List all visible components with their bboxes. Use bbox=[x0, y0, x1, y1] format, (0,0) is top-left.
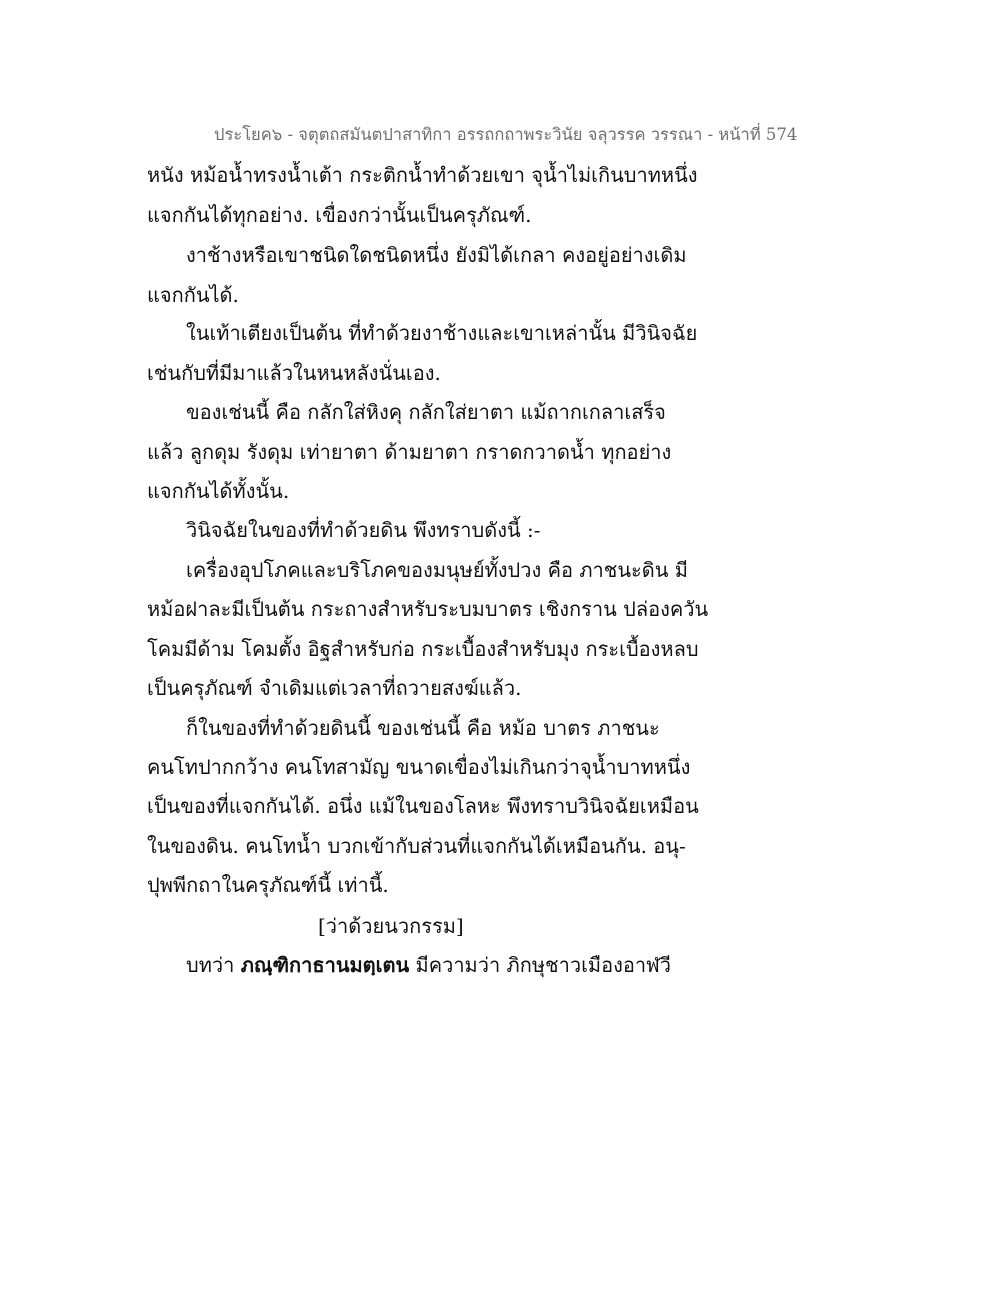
text-line: เป็นครุภัณฑ์ จำเดิมแต่เวลาที่ถวายสงฆ์แล้ว. bbox=[147, 676, 522, 700]
paragraph-start-line: ของเช่นนี้ คือ กลักใส่หิงคุ กลักใส่ยาตา แม้ถากเกลาเสร็จ bbox=[186, 400, 666, 424]
paragraph-start-line: ก็ในของที่ทำด้วยดินนี้ ของเช่นนี้ คือ หม้อ บาตร ภาชนะ bbox=[186, 716, 660, 740]
paragraph-start-line: วินิจฉัยในของที่ทำด้วยดิน พึงทราบดังนี้ :- bbox=[186, 518, 541, 542]
text-line: แจกกันได้. bbox=[147, 283, 239, 307]
paragraph-start-line: ในเท้าเตียงเป็นต้น ที่ทำด้วยงาช้างและเขาเหล่านั้น มีวินิจฉัย bbox=[186, 321, 698, 345]
text-line: แจกกันได้ทุกอย่าง. เขื่องกว่านั้นเป็นครุภัณฑ์. bbox=[147, 203, 532, 227]
text-line: แล้ว ลูกดุม รังดุม เท่ายาตา ด้ามยาตา กราดกวาดน้ำ ทุกอย่าง bbox=[147, 440, 672, 464]
last-line-suffix: มีความว่า ภิกษุชาวเมืองอาฬวี bbox=[409, 953, 672, 977]
text-line: แจกกันได้ทั้งนั้น. bbox=[147, 479, 290, 503]
text-line: หม้อฝาละมีเป็นต้น กระถางสำหรับระบมบาตร เชิงกราน ปล่องควัน bbox=[147, 597, 709, 621]
text-line: คนโทปากกว้าง คนโทสามัญ ขนาดเขื่องไม่เกินกว่าจุน้ำบาทหนึ่ง bbox=[147, 755, 691, 779]
paragraph-start-line bbox=[186, 950, 671, 980]
bold-term: ภณฺฑิกาธานมตฺเตน bbox=[240, 953, 410, 977]
paragraph-start-line: งาช้างหรือเขาชนิดใดชนิดหนึ่ง ยังมิได้เกลา คงอยู่อย่างเดิม bbox=[186, 243, 687, 267]
text-line: หนัง หม้อน้ำทรงน้ำเต้า กระติกน้ำทำด้วยเขา จุน้ำไม่เกินบาทหนึ่ง bbox=[147, 163, 698, 187]
text-line: โคมมีด้าม โคมตั้ง อิฐสำหรับก่อ กระเบื้องสำหรับมุง กระเบื้องหลบ bbox=[147, 637, 699, 661]
text-line: ในของดิน. คนโทน้ำ บวกเข้ากับส่วนที่แจกกันได้เหมือนกัน. อนุ- bbox=[147, 834, 686, 858]
text-line: เป็นของที่แจกกันได้. อนึ่ง แม้ในของโลหะ พึงทราบวินิจฉัยเหมือน bbox=[147, 794, 699, 818]
last-line-prefix: บทว่า bbox=[186, 953, 241, 977]
text-line: เช่นกับที่มีมาแล้วในหนหลังนั่นเอง. bbox=[147, 361, 441, 385]
section-title: [ว่าด้วยนวกรรม] bbox=[318, 914, 464, 938]
paragraph-start-line: เครื่องอุปโภคและบริโภคของมนุษย์ทั้งปวง คือ ภาชนะดิน มี bbox=[186, 558, 688, 582]
page-header: ประโยค๖ - จตุตถสมันตปาสาทิกา อรรถกถาพระวินัย จลุวรรค วรรณา - หน้าที่ 574 bbox=[214, 125, 798, 144]
text-line: ปุพพีกถาในครุภัณฑ์นี้ เท่านี้. bbox=[147, 873, 389, 897]
